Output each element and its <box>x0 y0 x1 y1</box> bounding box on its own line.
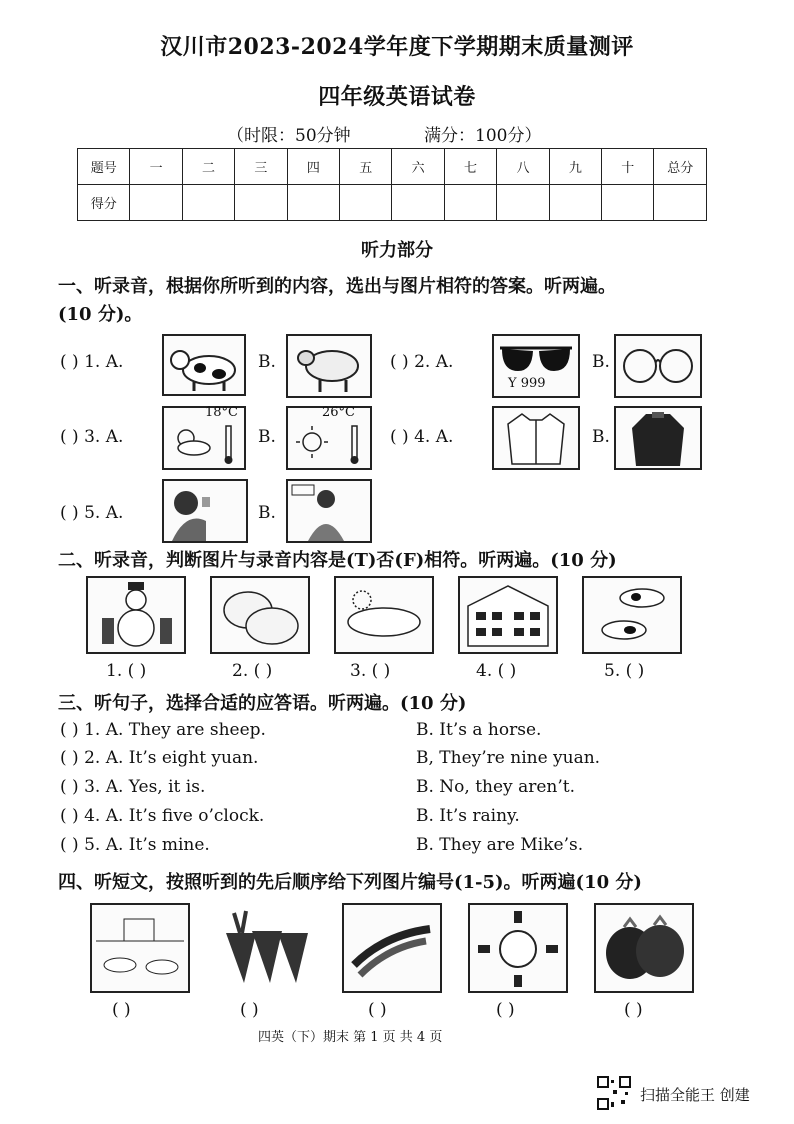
sun-picture <box>468 903 568 993</box>
section4-title: 四、听短文，按照听到的先后顺序给下列图片编号(1-5)。听两遍(10 分) <box>58 872 642 893</box>
s3-q1-b: B. It’s a horse. <box>416 720 542 740</box>
score-input-cell[interactable] <box>235 185 287 221</box>
s1-q2-label: ( ) 2. A. <box>390 352 454 372</box>
s1-q5-b-label: B. <box>258 503 276 523</box>
s3-q4-b: B. It’s rainy. <box>416 806 520 826</box>
score-input-cell[interactable] <box>340 185 392 221</box>
glasses-picture <box>614 334 702 398</box>
section1-score: (10 分)。 <box>58 304 143 325</box>
s3-q2-a: ( ) 2. A. It’s eight yuan. <box>60 748 259 768</box>
carrots-picture <box>216 903 312 989</box>
score-cell: 题号 <box>78 149 130 185</box>
score-table-score-row <box>78 185 707 221</box>
scanner-watermark: 扫描全能王 创建 <box>640 1086 750 1104</box>
s4-bracket-4[interactable]: ( ) <box>496 1000 515 1020</box>
s3-q4-a: ( ) 4. A. It’s five o’clock. <box>60 806 265 826</box>
score-cell: 五 <box>340 149 392 185</box>
qr-code-icon <box>597 1076 631 1110</box>
cow-picture <box>162 334 246 396</box>
man-at-window-picture <box>286 479 372 543</box>
score-input-cell[interactable] <box>130 185 182 221</box>
score-cell: 一 <box>130 149 182 185</box>
score-cell: 四 <box>287 149 339 185</box>
score-cell: 六 <box>392 149 444 185</box>
s1-q1-label: ( ) 1. A. <box>60 352 124 372</box>
score-input-cell[interactable] <box>182 185 234 221</box>
page-footer: 四英（下）期末 第 1 页 共 4 页 <box>258 1030 443 1045</box>
s4-bracket-2[interactable]: ( ) <box>240 1000 259 1020</box>
potatoes-picture <box>210 576 310 654</box>
farm-picture <box>90 903 190 993</box>
tomatoes-picture <box>594 903 694 993</box>
score-input-cell[interactable] <box>654 185 707 221</box>
s3-q5-b: B. They are Mike’s. <box>416 835 584 855</box>
exam-subtitle: 四年级英语试卷 <box>318 84 476 110</box>
score-input-cell[interactable] <box>497 185 549 221</box>
score-input-cell[interactable] <box>602 185 654 221</box>
s1-q3-label: ( ) 3. A. <box>60 427 124 447</box>
score-cell: 九 <box>549 149 601 185</box>
listening-title: 听力部分 <box>361 240 433 261</box>
score-input-cell[interactable] <box>549 185 601 221</box>
s1-q2-b-label: B. <box>592 352 610 372</box>
time-limit: （时限：50分钟 <box>227 126 351 146</box>
shirt-picture <box>492 406 580 470</box>
section2-title: 二、听录音，判断图片与录音内容是(T)否(F)相符。听两遍。(10 分) <box>58 550 617 571</box>
full-score: 满分：100分） <box>424 126 542 146</box>
score-cell: 三 <box>235 149 287 185</box>
score-cell: 八 <box>497 149 549 185</box>
s3-q5-a: ( ) 5. A. It’s mine. <box>60 835 210 855</box>
score-cell: 七 <box>444 149 496 185</box>
s1-q3-b-label: B. <box>258 427 276 447</box>
s4-bracket-5[interactable]: ( ) <box>624 1000 643 1020</box>
s4-bracket-3[interactable]: ( ) <box>368 1000 387 1020</box>
section3-title: 三、听句子，选择合适的应答语。听两遍。(10 分) <box>58 693 467 714</box>
section1-title: 一、听录音，根据你所听到的内容，选出与图片相符的答案。听两遍。 <box>58 276 616 297</box>
score-input-cell[interactable] <box>444 185 496 221</box>
score-table-header-row <box>78 149 707 185</box>
s2-answer-4[interactable]: 4. ( ) <box>476 661 517 681</box>
s2-answer-5[interactable]: 5. ( ) <box>604 661 645 681</box>
temperature-b: 26°C <box>322 405 355 420</box>
s1-q4-b-label: B. <box>592 427 610 447</box>
man-drinking-picture <box>162 479 248 543</box>
score-row-label: 得分 <box>78 185 130 221</box>
score-cell: 总分 <box>654 149 707 185</box>
sheep-picture <box>286 334 372 398</box>
score-cell: 二 <box>182 149 234 185</box>
s2-answer-3[interactable]: 3. ( ) <box>350 661 391 681</box>
s2-answer-1[interactable]: 1. ( ) <box>106 661 147 681</box>
score-input-cell[interactable] <box>287 185 339 221</box>
s2-answer-2[interactable]: 2. ( ) <box>232 661 273 681</box>
green-beans-picture <box>342 903 442 993</box>
score-table <box>77 148 707 221</box>
score-cell: 十 <box>602 149 654 185</box>
score-input-cell[interactable] <box>392 185 444 221</box>
cows-picture <box>582 576 682 654</box>
snow-cloud-picture <box>334 576 434 654</box>
s4-bracket-1[interactable]: ( ) <box>112 1000 131 1020</box>
s3-q3-b: B. No, they aren’t. <box>416 777 575 797</box>
snowman-picture <box>86 576 186 654</box>
coat-picture <box>614 406 702 470</box>
price-label: Y 999 <box>508 376 546 391</box>
exam-title: 汉川市2023-2024学年度下学期期末质量测评 <box>160 34 634 60</box>
building-picture <box>458 576 558 654</box>
s1-q1-b-label: B. <box>258 352 276 372</box>
s3-q2-b: B, They’re nine yuan. <box>416 748 601 768</box>
s1-q5-label: ( ) 5. A. <box>60 503 124 523</box>
temperature-a: 18°C <box>205 405 238 420</box>
s1-q4-label: ( ) 4. A. <box>390 427 454 447</box>
s3-q3-a: ( ) 3. A. Yes, it is. <box>60 777 206 797</box>
s3-q1-a: ( ) 1. A. They are sheep. <box>60 720 266 740</box>
